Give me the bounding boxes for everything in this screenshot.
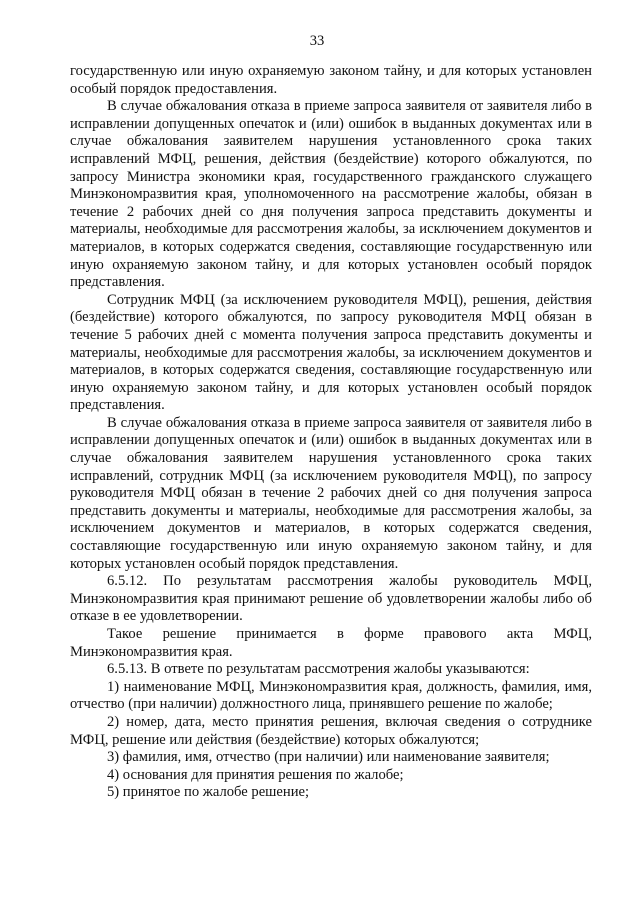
- list-item-3: 3) фамилия, имя, отчество (при наличии) или наименование заявителя;: [107, 749, 550, 766]
- list-item-5: 5) принятое по жалобе решение;: [107, 784, 310, 801]
- paragraph-6-5-12: 6.5.12. По результатам рассмотрения жалобы руководитель МФЦ, Минэкономразвития края принимают решение об удовлетворении жалобы либо об отказе в ее удовлетворении.: [70, 573, 592, 625]
- paragraph-mfc-employee-request: Сотрудник МФЦ (за исключением руководителя МФЦ), решения, действия (бездействие) которого обжалуются, по запросу руководителя МФЦ обязан в течение 5 рабочих дней с момента получения запроса представить документы и материалы, необходимые для рассмотрения жалобы, за исключением документов и материалов, в которых содержатся сведения, составляющие государственную или иную охраняемую законом тайну, и для которых установлен особый порядок представления.: [70, 291, 592, 414]
- paragraph-mfc-refusal-appeal: В случае обжалования отказа в приеме запроса заявителя от заявителя либо в исправлении допущенных опечаток и (или) ошибок в выданных документах или в случае обжалования заявителем нарушения установленного срока таких исправлений МФЦ, решения, действия (бездействие) которого обжалуются, по запросу Министра экономики края, государственного гражданского служащего Минэкономразвития края, уполномоченного на рассмотрение жалобы, обязан в течение 2 рабочих дней со дня получения запроса представить документы и материалы, необходимые для рассмотрения жалобы, за исключением документов и материалов, в которых содержатся сведения, составляющие государственную или иную охраняемую законом тайну, и для которых установлен особый порядок представления.: [70, 98, 592, 291]
- page-number: 33: [309, 33, 325, 49]
- list-item-4: 4) основания для принятия решения по жалобе;: [107, 766, 404, 783]
- list-item-1: 1) наименование МФЦ, Минэкономразвития края, должность, фамилия, имя, отчество (при наличии) должностного лица, принявшего решение по жалобе;: [70, 678, 592, 713]
- list-item-2: 2) номер, дата, место принятия решения, включая сведения о сотруднике МФЦ, решение или действия (бездействие) которых обжалуются;: [70, 713, 592, 748]
- paragraph-continuation: государственную или иную охраняемую законом тайну, и для которых установлен особый порядок предоставления.: [70, 63, 592, 97]
- paragraph-mfc-employee-refusal-appeal: В случае обжалования отказа в приеме запроса заявителя от заявителя либо в исправлении допущенных опечаток и (или) ошибок в выданных документах или в случае обжалования заявителем нарушения установленного срока таких исправлений, сотрудник МФЦ (за исключением руководителя МФЦ), по запросу руководителя МФЦ обязан в течение 2 рабочих дней со дня получения запроса представить документы и материалы, необходимые для рассмотрения жалобы, за исключением документов и материалов, в которых содержатся сведения, составляющие государственную или иную охраняемую законом тайну, и для которых установлен особый порядок представления.: [70, 414, 592, 572]
- paragraph-6-5-13: 6.5.13. В ответе по результатам рассмотрения жалобы указываются:: [107, 661, 530, 678]
- paragraph-decision-form: Такое решение принимается в форме правового акта МФЦ, Минэкономразвития края.: [70, 626, 592, 660]
- document-body: [70, 63, 592, 802]
